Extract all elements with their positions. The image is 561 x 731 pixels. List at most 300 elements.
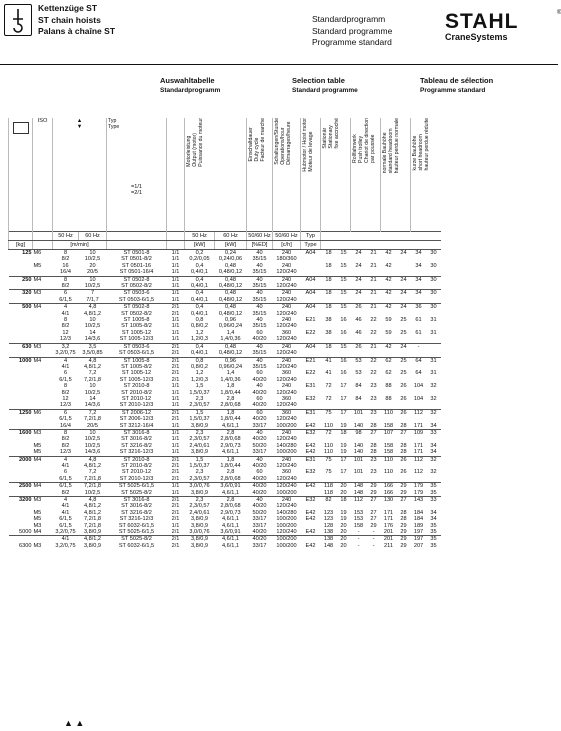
table-cell: 3,0/0,76 — [189, 529, 210, 536]
table-cell: 4/1 — [61, 463, 70, 469]
table-cell: 32 — [427, 409, 441, 416]
table-cell: 2,3/0,57 — [189, 436, 210, 443]
table-cell: 1,5 — [185, 456, 215, 463]
table-cell: 18 — [337, 497, 351, 504]
frequency-row: 50 Hz 60 Hz 50 Hz 60 Hz 50/60 Hz 50/60 Hz Typ — [9, 232, 441, 241]
table-cell: 2/1 — [171, 370, 180, 377]
table-cell: ST 0502-8/2 — [121, 283, 152, 290]
table-cell: 3,2/0,75 — [55, 350, 76, 357]
table-cell: 40/20 — [252, 436, 267, 443]
table-cell — [427, 402, 441, 409]
table-cell: 42 — [381, 276, 397, 283]
table-cell: 7,2/1,8 — [83, 376, 102, 383]
table-cell: 1,8 — [215, 409, 247, 416]
table-cell — [427, 283, 441, 290]
table-cell: 42 — [381, 250, 397, 257]
table-cell — [427, 350, 441, 357]
table-cell: 16 — [340, 370, 347, 377]
table-cell: 10 — [79, 250, 107, 257]
table-cell — [411, 336, 427, 343]
table-cell: 171 — [383, 516, 394, 523]
table-cell: ST 0501-8 — [107, 250, 167, 257]
table-cell: 360 — [281, 469, 292, 476]
table-cell — [321, 336, 337, 343]
table-cell: M4 — [33, 357, 53, 364]
table-cell: E32 — [301, 497, 321, 504]
table-cell: 27 — [370, 516, 377, 523]
table-cell: 189 — [413, 522, 424, 529]
table-cell: 26 — [397, 409, 411, 416]
table-cell: 22 — [370, 317, 377, 324]
table-row — [9, 423, 441, 430]
table-cell: 0,4 — [185, 290, 215, 297]
table-cell: 35 — [427, 536, 441, 543]
table-cell: 112 — [414, 469, 423, 476]
table-cell: ST 3216-12/3 — [119, 516, 154, 523]
table-cell: 40 — [247, 250, 273, 257]
table-cell: 240 — [273, 304, 301, 311]
table-cell — [351, 283, 367, 290]
table-cell: ST 1005-8 — [107, 357, 167, 364]
table-cell: 1,8 — [215, 456, 247, 463]
table-cell: 120/240 — [276, 463, 297, 469]
table-cell: 0,48/0,12 — [218, 296, 243, 303]
table-cell — [337, 476, 351, 483]
table-cell: ST 0502-8 — [107, 304, 167, 311]
table-cell: 40/20 — [252, 475, 267, 482]
table-cell: 360 — [273, 409, 301, 416]
table-row — [9, 276, 441, 283]
table-cell — [367, 336, 381, 343]
table-cell: 166 — [381, 483, 397, 490]
table-cell: 15 — [337, 250, 351, 257]
table-cell: 6/1,5 — [59, 296, 72, 303]
table-cell: ST 3016-8/2 — [121, 436, 152, 443]
table-cell: ST 2010-8/2 — [121, 463, 152, 469]
table-cell: 7,2/1,8 — [83, 475, 102, 482]
units-row — [9, 241, 441, 250]
table-cell: 88 — [385, 383, 392, 390]
table-cell: 4,6/1,1 — [221, 449, 240, 456]
table-cell: 14 — [89, 395, 96, 402]
table-cell — [351, 336, 367, 343]
table-row — [9, 483, 441, 490]
table-cell: 4/1 — [61, 509, 70, 516]
table-cell: 0,96/0,24 — [218, 363, 243, 370]
table-cell: 17 — [340, 383, 347, 390]
table-row — [9, 409, 441, 416]
table-cell: - — [351, 536, 367, 543]
table-cell: 12 — [62, 395, 69, 402]
table-cell: 4,8 — [79, 357, 107, 364]
table-row — [9, 283, 441, 290]
table-cell: 33/17 — [252, 422, 267, 429]
table-cell: 240 — [273, 276, 301, 283]
table-cell: ST 0501-16/4 — [119, 269, 154, 276]
table-cell: 40 — [247, 304, 273, 311]
table-cell: 34 — [411, 276, 427, 283]
table-cell: 20 — [340, 529, 347, 536]
table-cell: 240 — [273, 456, 301, 463]
table-cell: M4 — [33, 456, 53, 463]
table-cell: M5 — [33, 262, 42, 269]
table-cell: 4,8 — [79, 456, 107, 463]
table-cell: 2,9/0,73 — [220, 442, 241, 449]
table-cell: 20 — [340, 542, 347, 549]
load-cell — [9, 423, 33, 430]
table-cell: 38 — [325, 317, 332, 324]
table-cell: 158 — [383, 449, 394, 456]
table-cell: 15 — [340, 262, 347, 269]
table-cell: 240 — [273, 343, 301, 350]
table-cell: 360 — [281, 370, 292, 377]
table-cell: 8/2 — [61, 442, 70, 449]
stahl-logo: STAHL CraneSystems ® — [445, 10, 561, 42]
table-cell: 4/1 — [61, 503, 70, 510]
table-cell: 46 — [355, 317, 362, 324]
table-cell: 22 — [370, 370, 377, 377]
table-cell: 4,6/1,1 — [221, 422, 240, 429]
table-cell: 2/1 — [171, 475, 180, 482]
table-cell: ST 3216-8/2 — [121, 442, 152, 449]
table-cell: 1/1 — [171, 329, 180, 336]
load-cell: 1000 — [9, 357, 33, 364]
table-cell: 138 — [323, 529, 334, 536]
table-cell: 21 — [367, 290, 381, 297]
table-cell: 18 — [337, 429, 351, 436]
table-cell: 75 — [325, 469, 332, 476]
table-cell: - — [357, 529, 360, 536]
table-cell: 112 — [411, 409, 427, 416]
table-cell: 7,2 — [79, 409, 107, 416]
table-cell: 10/2,5 — [84, 442, 101, 449]
table-cell — [367, 476, 381, 483]
table-cell: 120/240 — [276, 475, 297, 482]
table-cell: 14/3,6 — [84, 402, 101, 409]
load-cell: 3200 — [9, 497, 33, 504]
table-cell: M6 — [33, 409, 53, 416]
table-cell: 240 — [281, 317, 292, 324]
table-cell: M3 — [33, 343, 53, 350]
table-cell — [33, 476, 53, 483]
table-cell: ST 0503-6 — [107, 290, 167, 297]
table-cell: 60 — [256, 370, 263, 377]
table-cell: 240 — [273, 497, 301, 504]
table-cell: 33/17 — [252, 516, 267, 523]
table-cell — [33, 283, 53, 290]
table-cell: 10/2,5 — [84, 256, 101, 263]
table-cell: 2,8/0,68 — [220, 436, 241, 443]
table-cell: 14/3,6 — [84, 449, 101, 456]
table-cell: 120/240 — [276, 503, 297, 510]
table-cell: 35/15 — [252, 310, 267, 317]
section-title-fr: Tableau de sélection Programme standard — [420, 76, 494, 94]
table-cell — [367, 350, 381, 357]
table-cell: 3,8/0,9 — [190, 449, 209, 456]
table-cell — [321, 297, 337, 304]
table-cell: 4,6/1,1 — [221, 489, 240, 496]
table-cell: 3,8/0,9 — [190, 522, 209, 529]
table-cell: M3 — [33, 429, 53, 436]
table-cell: 8/2 — [61, 323, 70, 330]
table-cell: M3 — [33, 542, 42, 549]
table-cell: 0,4/0,1 — [190, 350, 209, 357]
table-cell: 98 — [351, 429, 367, 436]
table-cell: M5 — [33, 442, 42, 449]
table-cell: 35/15 — [252, 363, 267, 370]
table-cell: 158 — [383, 442, 394, 449]
table-cell: 40/20 — [252, 489, 267, 496]
table-cell — [337, 402, 351, 409]
unit-cell — [167, 241, 185, 250]
table-cell: 2/1 — [171, 542, 180, 549]
table-cell: 31 — [430, 370, 437, 377]
table-row — [9, 357, 441, 364]
table-cell: 35 — [430, 489, 437, 496]
table-cell: 24 — [397, 290, 411, 297]
table-row — [9, 490, 441, 497]
table-cell: E42 — [305, 529, 316, 536]
table-cell: 1,5/0,37 — [189, 463, 210, 469]
table-cell: 24 — [397, 250, 411, 257]
table-cell: ST 3016-8 — [107, 429, 167, 436]
table-row — [9, 536, 441, 543]
table-cell: 171 — [413, 422, 424, 429]
table-cell: 112 — [351, 497, 367, 504]
programme-title: Standardprogramm Standard programme Programme standard — [312, 14, 393, 47]
table-cell — [351, 476, 367, 483]
load-cell — [9, 449, 33, 456]
table-cell — [427, 476, 441, 483]
table-cell: ST 1005-12 — [121, 329, 152, 336]
table-cell: 2/1 — [167, 497, 185, 504]
table-cell: 1/1 — [171, 442, 180, 449]
table-cell: 64 — [415, 370, 422, 377]
table-cell — [337, 336, 351, 343]
table-cell: 1,5/0,37 — [189, 416, 210, 423]
load-cell — [9, 402, 33, 409]
table-cell: 8/2 — [61, 389, 70, 396]
table-cell: 2,4/0,61 — [189, 442, 210, 449]
table-cell: 20 — [89, 262, 96, 269]
table-cell: 1/1 — [171, 256, 180, 263]
table-cell: 3,6/0,91 — [215, 483, 247, 490]
table-cell: 19 — [340, 509, 347, 516]
table-row — [9, 343, 441, 350]
table-cell: 184 — [413, 509, 424, 516]
table-cell: 3,6/0,91 — [220, 529, 241, 536]
table-cell — [351, 402, 367, 409]
table-cell: 148 — [351, 483, 367, 490]
table-cell: ST 1005-8/2 — [121, 363, 152, 370]
table-cell: 2/1 — [167, 357, 185, 364]
table-cell: 15 — [337, 304, 351, 311]
table-cell: 2,9/0,73 — [220, 509, 241, 516]
table-cell: 4,6/1,1 — [221, 516, 240, 523]
table-cell: E22 — [305, 370, 316, 377]
table-cell: 110 — [324, 442, 333, 449]
table-cell: 1,2 — [195, 329, 204, 336]
table-cell — [411, 476, 427, 483]
table-cell: 3,5 — [79, 343, 107, 350]
table-cell: ST 0503-6/1,5 — [118, 350, 155, 357]
table-cell: 40 — [247, 343, 273, 350]
table-cell: 33 — [427, 429, 441, 436]
table-cell: 16/4 — [60, 422, 71, 429]
table-cell: 10/2,5 — [84, 436, 101, 443]
table-cell — [33, 490, 53, 497]
table-cell: 18 — [321, 304, 337, 311]
table-cell — [367, 297, 381, 304]
table-cell: 0,24/0,06 — [218, 256, 243, 263]
ops-header: Schaltungen/Stunde Operations/hour Démarrages/heure — [273, 118, 301, 232]
table-cell — [301, 490, 321, 497]
table-cell: 1/1 — [171, 383, 180, 390]
table-cell — [33, 269, 53, 276]
table-cell: 26 — [400, 395, 407, 402]
table-cell: ST 2010-8/2 — [121, 389, 152, 396]
table-cell — [381, 336, 397, 343]
table-cell: 30 — [427, 304, 441, 311]
table-cell: 23 — [370, 469, 377, 476]
table-cell: 120/240 — [276, 336, 297, 343]
table-cell: 0,8/0,2 — [190, 363, 209, 370]
table-cell — [33, 336, 53, 343]
table-cell: 1/1 — [171, 395, 180, 402]
table-cell: 2/1 — [167, 343, 185, 350]
table-cell: 120/240 — [276, 296, 297, 303]
table-cell: 35 — [427, 483, 441, 490]
table-cell: ST 3216-8/2 — [121, 509, 152, 516]
table-cell: 118 — [324, 489, 333, 496]
table-cell: 1/1 — [167, 290, 185, 297]
table-cell: 8 — [63, 317, 68, 324]
table-cell: 138 — [321, 536, 337, 543]
table-cell: 24 — [351, 290, 367, 297]
table-row — [9, 449, 441, 456]
table-cell: 35/15 — [252, 283, 267, 290]
table-cell: 2/1 — [171, 516, 180, 523]
table-cell: M5 — [33, 449, 42, 456]
table-cell: 148 — [353, 489, 364, 496]
table-cell: 10 — [89, 383, 96, 390]
table-cell: 40 — [247, 456, 273, 463]
table-cell: 120/240 — [276, 529, 297, 536]
table-cell: 130 — [381, 497, 397, 504]
unit-cell — [321, 241, 441, 250]
table-cell: 16/4 — [60, 269, 71, 276]
table-cell: 1/1 — [171, 522, 180, 529]
table-cell: 8 — [53, 276, 79, 283]
table-cell: E22 — [305, 329, 316, 336]
table-cell: 1/1 — [167, 429, 185, 436]
table-cell: 29 — [400, 542, 407, 549]
table-cell — [321, 476, 337, 483]
product-title: Kettenzüge ST ST chain hoists Palans à chaîne ST — [38, 3, 116, 36]
table-cell: 24 — [351, 276, 367, 283]
table-cell: 140 — [353, 449, 364, 456]
table-cell: 1/1 — [167, 276, 185, 283]
table-cell — [301, 297, 321, 304]
table-cell: 100/200 — [276, 522, 297, 529]
table-cell — [33, 402, 53, 409]
table-cell: 1/1 — [167, 483, 185, 490]
table-cell — [411, 297, 427, 304]
table-cell: 4,6/1,1 — [221, 522, 240, 529]
table-cell: 64 — [411, 357, 427, 364]
load-cell — [9, 283, 33, 290]
load-cell: 2500 — [9, 483, 33, 490]
table-cell: 40/20 — [247, 536, 273, 543]
table-cell: ST 2010-8 — [107, 456, 167, 463]
table-cell: 1/1 — [171, 389, 180, 396]
table-cell: 35 — [430, 542, 437, 549]
table-cell: 17 — [340, 395, 347, 402]
table-cell: 3,8/0,9 — [190, 516, 209, 523]
table-cell — [381, 350, 397, 357]
table-cell: 6/1,5 — [59, 376, 72, 383]
table-cell: 21 — [370, 262, 377, 269]
table-cell: 201 — [383, 529, 394, 536]
table-cell: 4,8 — [79, 497, 107, 504]
table-cell: 201 — [381, 536, 397, 543]
table-cell: - — [372, 529, 375, 536]
table-cell: 1,8/0,44 — [220, 463, 241, 469]
table-cell: 19 — [340, 516, 347, 523]
table-cell: 34 — [430, 516, 437, 523]
table-cell: 179 — [411, 483, 427, 490]
table-cell: 42 — [385, 262, 392, 269]
table-cell: 3,8/0,9 — [83, 542, 102, 549]
table-cell: M4 — [33, 483, 53, 490]
table-cell: 171 — [413, 442, 424, 449]
table-cell: 3,8/0,9 — [83, 529, 102, 536]
table-cell: 20/5 — [87, 269, 98, 276]
table-cell: ST 0501-8/2 — [121, 256, 152, 263]
table-cell — [337, 350, 351, 357]
table-cell: 1,2/0,3 — [190, 376, 209, 383]
table-cell: 140 — [353, 422, 364, 429]
table-cell: 100/200 — [276, 489, 297, 496]
table-cell — [321, 350, 337, 357]
table-cell: ST 2010-12 — [121, 395, 152, 402]
table-cell: ST 2010-8 — [123, 383, 150, 390]
table-cell: M5 — [33, 516, 42, 523]
table-cell: 110 — [381, 409, 397, 416]
table-cell: ST 2010-12 — [121, 469, 152, 476]
table-cell: 100/200 — [276, 422, 297, 429]
load-cell — [9, 269, 33, 276]
table-cell: 60 — [256, 469, 263, 476]
table-cell: 24 — [397, 343, 411, 350]
table-cell: 35/15 — [252, 323, 267, 330]
table-cell: 29 — [400, 529, 407, 536]
table-cell: 60 — [256, 395, 263, 402]
table-cell: 34 — [411, 250, 427, 257]
table-cell: 14/3,6 — [84, 336, 101, 343]
table-cell: 158 — [353, 522, 364, 529]
table-cell: 2/1 — [171, 509, 180, 516]
table-cell: 32 — [430, 395, 437, 402]
table-cell: 2,8 — [215, 429, 247, 436]
table-cell: 8/2 — [61, 489, 70, 496]
table-cell — [321, 283, 337, 290]
table-cell: 12/3 — [60, 449, 71, 456]
table-cell: 20/5 — [87, 422, 98, 429]
table-cell: A04 — [301, 304, 321, 311]
table-cell: 4,8 — [79, 304, 107, 311]
table-cell: M4 — [33, 276, 53, 283]
